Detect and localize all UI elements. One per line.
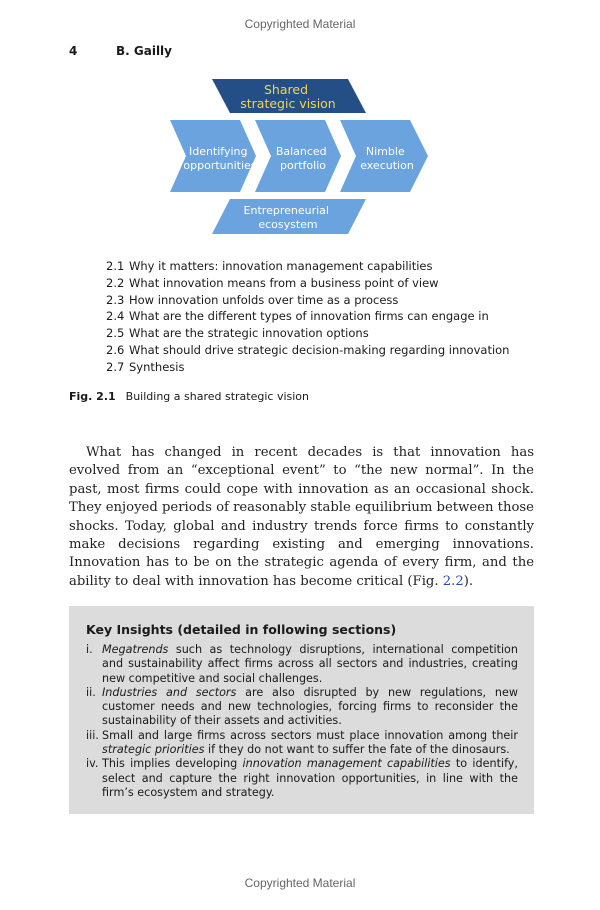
toc-item (106, 359, 509, 376)
identifying-line-1: Identifying (188, 145, 248, 158)
identifying-opportunities-label (183, 145, 256, 172)
shared-vision-line-2: strategic vision (240, 96, 336, 111)
insight-number: i. (86, 643, 93, 656)
insight-text-lead: This implies developing (102, 757, 243, 771)
figure-label: Fig. 2.1 (69, 390, 116, 403)
insight-number: iii. (86, 728, 99, 742)
toc-text: How innovation unfolds over time as a process (129, 292, 399, 307)
page-number: 4 (69, 44, 78, 58)
toc-text: What are the strategic innovation options (129, 326, 369, 341)
toc-text: Why it matters: innovation management capabilities (129, 259, 433, 273)
insight-emphasis: strategic priorities (102, 743, 205, 757)
toc-text: Synthesis (129, 359, 185, 374)
key-insights-box (69, 606, 534, 814)
toc-item (106, 325, 509, 342)
insight-item (86, 686, 518, 729)
toc-item (106, 308, 509, 325)
running-head: B. Gailly (116, 44, 172, 58)
insight-item (86, 729, 518, 758)
ecosystem-line-2: ecosystem (258, 218, 318, 231)
ecosystem-line-1: Entrepreneurial (243, 204, 329, 217)
insight-item (86, 643, 518, 686)
nimble-execution-label (360, 145, 414, 172)
watermark-top: Copyrighted Material (244, 17, 356, 31)
toc-number: 2.3 (106, 292, 125, 307)
body-paragraph-end: ). (463, 573, 474, 589)
insight-number: ii. (86, 685, 96, 699)
figure-reference-link[interactable]: 2.2 (442, 573, 464, 589)
toc-text: What are the different types of innovation firms can engage in (129, 309, 489, 324)
toc-item (106, 342, 509, 359)
insight-emphasis: innovation management capabilities (242, 757, 451, 771)
toc-item (106, 258, 509, 275)
toc-number: 2.5 (106, 326, 125, 341)
nimble-line-1: Nimble (365, 145, 405, 158)
watermark-bottom: Copyrighted Material (244, 876, 356, 890)
nimble-line-2: execution (360, 159, 414, 172)
balanced-line-1: Balanced (275, 145, 327, 158)
toc-number: 2.6 (106, 342, 125, 357)
balanced-portfolio-label (276, 145, 330, 172)
insight-emphasis: Industries and sectors (102, 685, 237, 699)
toc-item (106, 275, 509, 292)
figure-caption-text: Building a shared strategic vision (125, 390, 310, 403)
body-paragraph-text: What has changed in recent decades is that innovation has evolved from an “exceptional event” to “the new normal”. In the past, most firms could cope with innovation as an occasional shock. They enjoyed periods of reasonably stable equilibrium between those shocks. Today, global and industry trends force firms to constantly make decisions regarding existing and emerging innovations. Innovation has to be on the strategic agenda of every firm, and the ability to deal with innovation has become critical (Fig. (69, 445, 534, 589)
toc-item (106, 292, 509, 309)
identifying-line-2: opportunities (183, 159, 257, 172)
insight-emphasis: Megatrends (102, 643, 169, 656)
strategic-vision-diagram (160, 76, 440, 238)
toc-number: 2.2 (106, 275, 125, 290)
insight-text-lead: Small and large firms across sectors must place innovation among their (102, 728, 518, 742)
insight-text: such as technology disruptions, international competition and sustainability affect firms across all sectors and industries, creating new competitive and social challenges. (102, 643, 518, 685)
insight-text: if they do not want to suffer the fate of the dinosaurs. (204, 743, 510, 757)
figure-caption (69, 390, 309, 403)
insight-number: iv. (86, 757, 99, 771)
toc-number: 2.7 (106, 359, 125, 374)
toc-number: 2.1 (106, 259, 125, 273)
shared-vision-line-1: Shared (264, 82, 309, 97)
insight-item (86, 757, 518, 800)
insight-text: to identify, select and capture the right innovation opportunities, in line with the firm’s ecosystem and strategy. (102, 757, 518, 799)
key-insights-list (86, 643, 518, 800)
toc-text: What should drive strategic decision-making regarding innovation (129, 342, 510, 357)
insight-text: are also disrupted by new regulations, new customer needs and new technologies, forcing firms to reconsider the sustainability of their assets and activities. (102, 685, 519, 728)
toc-number: 2.4 (106, 309, 125, 324)
body-paragraph (69, 444, 534, 591)
key-insights-title: Key Insights (detailed in following sections) (86, 622, 397, 637)
chapter-contents-list (106, 258, 509, 376)
toc-text: What innovation means from a business point of view (129, 275, 439, 290)
balanced-line-2: portfolio (280, 159, 326, 172)
